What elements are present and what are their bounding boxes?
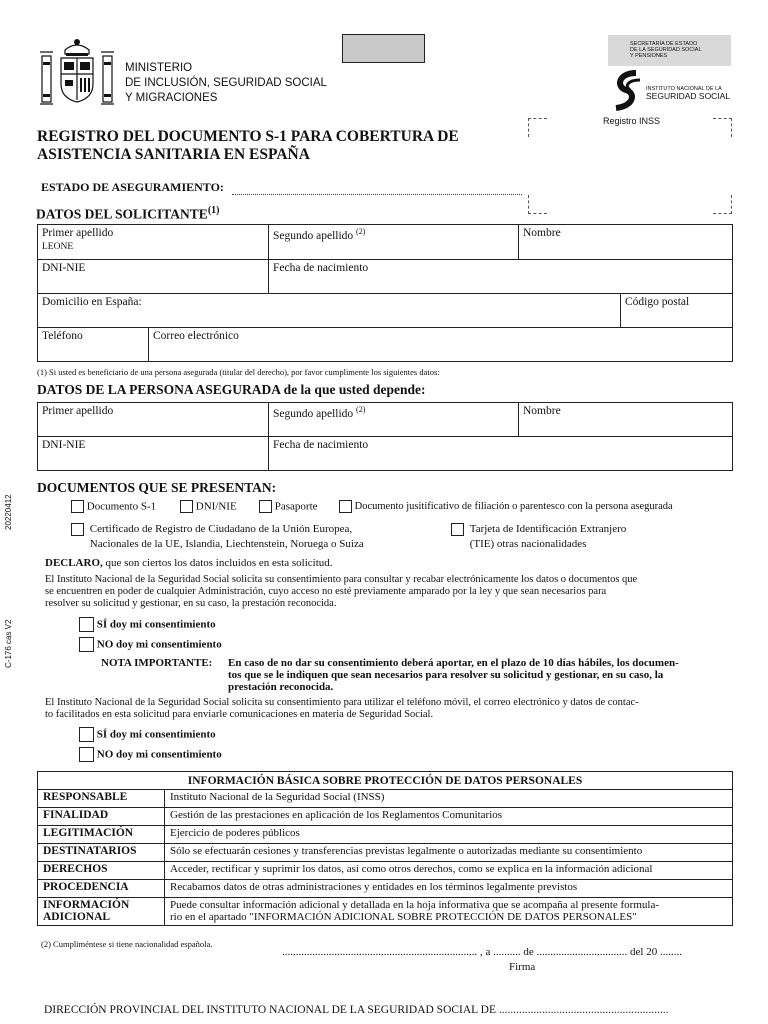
firma-label: Firma (509, 961, 536, 973)
consent-data-no-checkbox[interactable] (79, 637, 94, 652)
prot-row-value: Acceder, rectificar y suprimir los datos, así como otros derechos, como se explica en la información adicional (165, 862, 733, 880)
doc-dni-option[interactable]: DNI/NIE (180, 500, 237, 513)
documentos-heading: DOCUMENTOS QUE SE PRESENTAN: (37, 480, 277, 495)
asegurado-segundo-apellido-field[interactable]: Segundo apellido $^{(2)}$ (269, 403, 519, 437)
doc-filiacion-checkbox[interactable] (339, 500, 352, 513)
correo-electronico-field[interactable]: Correo electrónico (149, 328, 733, 362)
prot-row-value: Gestión de las prestaciones en aplicación de los Reglamentos Comunitarios (165, 808, 733, 826)
asegurado-dni-nie-field[interactable]: DNI-NIE (38, 437, 269, 471)
doc-s1-checkbox[interactable] (71, 500, 84, 513)
prot-row-value: Puede consultar información adicional y detallada en la hoja informativa que se acompaña al presente formula- rio en el apartado "INFORMACIÓN ADICIONAL SOBRE PROTECCIÓN DE DATOS PERSONALES" (165, 898, 733, 926)
asegurada-table (37, 402, 733, 471)
asegurado-nombre-field[interactable]: Nombre (519, 403, 733, 437)
registro-inss-corner-bottom-right (713, 195, 732, 214)
dni-nie-field[interactable]: DNI-NIE (38, 260, 269, 294)
fecha-nacimiento-field[interactable]: Fecha de nacimiento (269, 260, 733, 294)
asegurado-primer-apellido-field[interactable]: Primer apellido (38, 403, 269, 437)
asegurado-fecha-nacimiento-field[interactable]: Fecha de nacimiento (269, 437, 733, 471)
consent-data-no-option[interactable]: NO doy mi consentimiento (79, 637, 222, 652)
inss-logo-icon (610, 70, 644, 112)
primer-apellido-value: LEONE (42, 242, 74, 252)
doc-certificado-ue-checkbox[interactable] (71, 523, 84, 536)
doc-filiacion-option[interactable]: Documento jusitificativo de filiación o parentesco con la persona asegurada (339, 500, 673, 513)
prot-row-value: Ejercicio de poderes públicos (165, 826, 733, 844)
estado-aseguramiento-label: ESTADO DE ASEGURAMIENTO: (41, 180, 224, 194)
footnote-2: (2) Cumpliméntese si tiene nacionalidad española. (41, 939, 213, 949)
data-protection-table (37, 771, 733, 926)
ministry-name: MINISTERIO DE INCLUSIÓN, SEGURIDAD SOCIAL Y MIGRACIONES (125, 62, 327, 104)
telefono-field[interactable]: Teléfono (38, 328, 149, 362)
data-protection-heading: INFORMACIÓN BÁSICA SOBRE PROTECCIÓN DE DATOS PERSONALES (38, 772, 733, 790)
domicilio-field[interactable]: Domicilio en España: (38, 294, 621, 328)
prot-row-key: DERECHOS (38, 862, 165, 880)
doc-pasaporte-checkbox[interactable] (259, 500, 272, 513)
doc-certificado-ue-option[interactable]: Certificado de Registro de Ciudadano de la Unión Europea, Nacionales de la UE, Islandia, Liechtenstein, Noruega o Suiza (71, 522, 364, 552)
doc-tie-checkbox[interactable] (451, 523, 464, 536)
consent-data-yes-option[interactable]: SÍ doy mi consentimiento (79, 617, 216, 632)
registro-inss-corner-top-right (713, 118, 732, 137)
registro-inss-corner-top-left (528, 118, 547, 137)
consent-data-yes-checkbox[interactable] (79, 617, 94, 632)
consent-contact-yes-checkbox[interactable] (79, 727, 94, 742)
consent-contact-no-option[interactable]: NO doy mi consentimiento (79, 747, 222, 762)
footnote-1: (1) Si usted es beneficiario de una persona asegurada (titular del derecho), por favor cumplimente los siguientes datos: (37, 367, 440, 377)
prot-row-key: PROCEDENCIA (38, 880, 165, 898)
consent-contact-yes-option[interactable]: SÍ doy mi consentimiento (79, 727, 216, 742)
prot-row-key: RESPONSABLE (38, 790, 165, 808)
segundo-apellido-field[interactable]: Segundo apellido $^{(2)}$ (269, 225, 519, 260)
solicitante-table (37, 224, 733, 362)
prot-row-key: DESTINATARIOS (38, 844, 165, 862)
side-code-date: 20220412 (4, 494, 13, 530)
asegurada-heading: DATOS DE LA PERSONA ASEGURADA de la que usted depende: (37, 382, 426, 397)
consent-contact-no-checkbox[interactable] (79, 747, 94, 762)
prot-row-value: Instituto Nacional de la Seguridad Social (INSS) (165, 790, 733, 808)
direccion-provincial-line: DIRECCIÓN PROVINCIAL DEL INSTITUTO NACIONAL DE LA SEGURIDAD SOCIAL DE ........................................................... (44, 1004, 669, 1016)
prot-row-key: LEGITIMACIÓN (38, 826, 165, 844)
registro-inss-corner-bottom-left (528, 195, 547, 214)
prot-row-value: Sólo se efectuarán cesiones y transferencias previstas legalmente o autorizadas mediante su consentimiento (165, 844, 733, 862)
registro-inss-label: Registro INSS (603, 116, 661, 126)
prot-row-key: FINALIDAD (38, 808, 165, 826)
nombre-field[interactable]: Nombre (519, 225, 733, 260)
consent-contact-paragraph: El Instituto Nacional de la Seguridad Social solicita su consentimiento para utilizar el teléfono móvil, el correo electrónico y datos de contac- to facilitados en esta solicitud para enviarle comunicaciones en materia de Seguridad Social. (45, 697, 639, 720)
declaro-text: DECLARO, que son ciertos los datos incluidos en esta solicitud. (45, 557, 333, 569)
estado-aseguramiento-field[interactable] (232, 193, 522, 195)
doc-tie-option[interactable]: Tarjeta de Identificación Extranjero (TIE) otras nacionalidades (451, 522, 626, 552)
primer-apellido-field[interactable]: Primer apellido LEONE (38, 225, 269, 260)
side-code-form: C-176 cas V2 (4, 619, 13, 668)
registro-stamp-box (342, 34, 425, 63)
secretaria-estado-box: SECRETARÍA DE ESTADO DE LA SEGURIDAD SOCIAL Y PENSIONES (608, 35, 731, 66)
doc-s1-option[interactable]: Documento S-1 (71, 500, 156, 513)
doc-dni-checkbox[interactable] (180, 500, 193, 513)
prot-row-value: Recabamos datos de otras administraciones y entidades en los términos legalmente previstos (165, 880, 733, 898)
signature-date-line[interactable]: ....................................................................... , a .......... de ................................. del 20 ........ (282, 946, 682, 958)
doc-pasaporte-option[interactable]: Pasaporte (259, 500, 318, 513)
nota-importante-text: En caso de no dar su consentimiento deberá aportar, en el plazo de 10 días hábiles, los documen- tos que se le indiquen que sean necesarios para resolver su solicitud y gestionar, en su caso, la prestación reconocida. (228, 657, 679, 693)
prot-row-key: INFORMACIÓN ADICIONAL (38, 898, 165, 926)
inss-logo-text: INSTITUTO NACIONAL DE LA SEGURIDAD SOCIAL (646, 86, 731, 101)
page-title: REGISTRO DEL DOCUMENTO S-1 PARA COBERTURA DE ASISTENCIA SANITARIA EN ESPAÑA (37, 128, 459, 163)
solicitante-heading: DATOS DEL SOLICITANTE$^{(1)}$ (36, 205, 220, 222)
nota-importante-label: NOTA IMPORTANTE: (101, 657, 213, 669)
coat-of-arms-logo (36, 36, 118, 112)
consent-data-paragraph: El Instituto Nacional de la Seguridad Social solicita su consentimiento para consultar y recabar electrónicamente los datos o documentos que se encuentren en poder de cualquier Administración, cuyo acceso no esté previamente amparado por la ley y que sean necesarios para resolver su solicitud y gestionar, en su caso, la prestación reconocida. (45, 574, 638, 609)
codigo-postal-field[interactable]: Código postal (621, 294, 733, 328)
